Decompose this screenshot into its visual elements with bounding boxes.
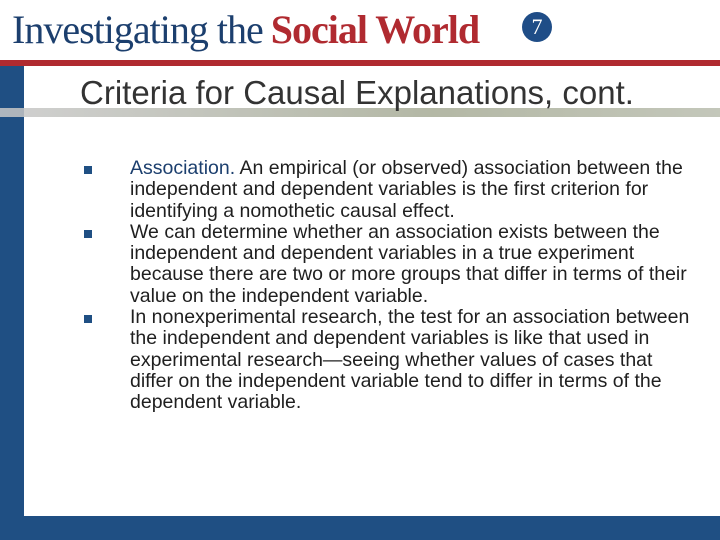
bullet-text: We can determine whether an association exists between the independent and dependent variables in a true experiment because there are two or more groups that differ in terms of their value on the independent variable. xyxy=(130,220,687,307)
edition-badge: 7 xyxy=(522,12,552,42)
bullet-item-nonexperimental xyxy=(80,307,700,413)
square-bullet-icon xyxy=(84,166,92,174)
square-bullet-icon xyxy=(84,230,92,238)
bottom-accent-bar xyxy=(0,516,720,540)
book-title xyxy=(12,4,479,56)
slide-title: Criteria for Causal Explanations, cont. xyxy=(80,74,634,111)
bullet-item-true-experiment xyxy=(80,222,700,307)
header-divider xyxy=(0,60,720,66)
bullet-item-association xyxy=(80,158,700,222)
book-title-part2: Social World xyxy=(270,7,480,52)
bullet-text: An empirical (or observed) association between the independent and dependent variables is the first criterion for identifying a nomothetic causal effect. xyxy=(130,157,683,222)
bullet-text: In nonexperimental research, the test for an association between the independent and dependent variables is like that used in experimental research—seeing whether values of cases that differ on the independent variable tend to differ in terms of the dependent variable. xyxy=(130,306,690,414)
book-title-part1: Investigating the xyxy=(12,7,263,52)
bullet-term: Association. xyxy=(130,157,236,179)
book-header xyxy=(0,0,720,60)
left-accent-bar xyxy=(0,66,24,540)
bullet-list xyxy=(80,158,700,414)
square-bullet-icon xyxy=(84,315,92,323)
